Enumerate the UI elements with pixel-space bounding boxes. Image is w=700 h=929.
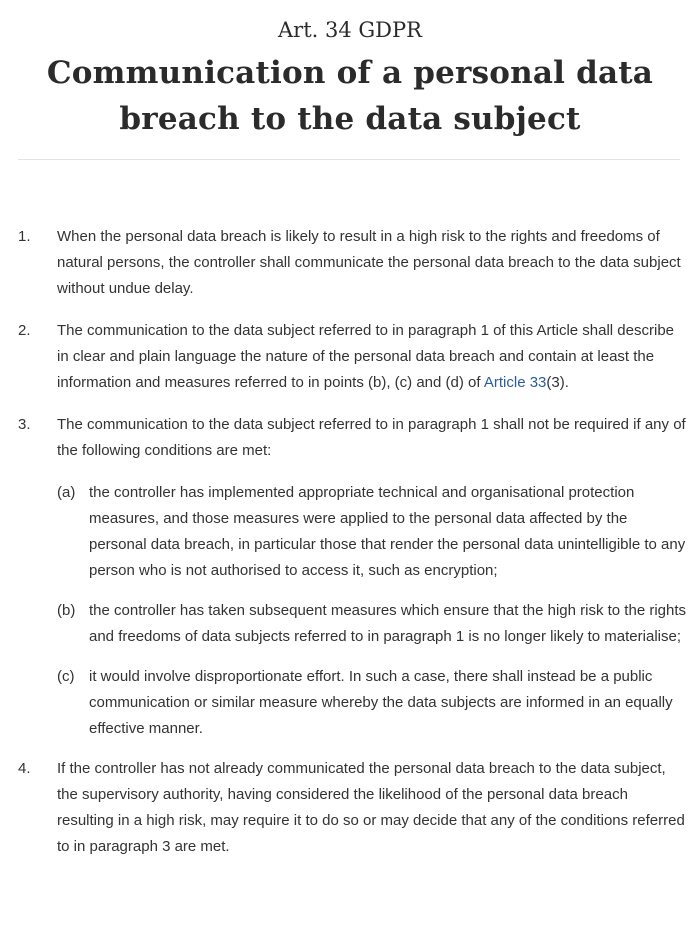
paragraph-1 — [0, 224, 700, 302]
paragraph-3 — [0, 412, 700, 464]
subpoint-letter: (a) — [57, 484, 76, 501]
paragraph-number: 1. — [18, 228, 31, 245]
article-33-link[interactable]: Article 33 — [483, 374, 547, 391]
paragraph-text: If the controller has not already communicated the personal data breach to the data subject, the supervisory authority, having considered the likelihood of the personal data breach resulting in a high risk, may require it to do so or may decide that any of the conditions referred to in paragraph 3 are met. — [57, 760, 685, 855]
paragraph-text-after-link: (3). — [546, 374, 569, 391]
article-title: Communication of a personal data breach to the data subject — [46, 55, 654, 137]
subpoint-text: the controller has implemented appropriate technical and organisational protection measures, and those measures were applied to the personal data affected by the personal data breach, in particular those that render the personal data unintelligible to any person who is not authorised to access it, such as encryption; — [89, 484, 686, 579]
paragraph-text — [57, 318, 686, 396]
paragraph-2 — [0, 318, 700, 396]
paragraph-text-before-link: The communication to the data subject referred to in paragraph 1 of this Article shall describe in clear and plain language the nature of the personal data breach and contain at least the information and measures referred to in points (b), (c) and (d) of — [57, 322, 674, 391]
subpoint-b — [0, 598, 700, 650]
paragraph-text: The communication to the data subject referred to in paragraph 1 shall not be required if any of the following conditions are met: — [57, 416, 686, 459]
paragraph-4 — [0, 756, 700, 860]
article-body — [0, 224, 700, 860]
header-divider — [18, 159, 680, 160]
subpoint-letter: (b) — [57, 602, 76, 619]
subpoint-text: it would involve disproportionate effort. In such a case, there shall instead be a public communication or similar measure whereby the data subjects are informed in an equally effective manner. — [89, 668, 673, 737]
paragraph-number: 3. — [18, 416, 31, 433]
paragraph-number: 4. — [18, 760, 31, 777]
subpoint-text: the controller has taken subsequent measures which ensure that the high risk to the rights and freedoms of data subjects referred to in paragraph 1 is no longer likely to materialise; — [89, 602, 687, 645]
paragraph-text: When the personal data breach is likely to result in a high risk to the rights and freedoms of natural persons, the controller shall communicate the personal data breach to the data subject without undue delay. — [57, 228, 681, 297]
paragraph-number: 2. — [18, 322, 31, 339]
subpoint-letter: (c) — [57, 668, 75, 685]
subpoint-a — [0, 480, 700, 584]
article-label: Art. 34 GDPR — [278, 18, 422, 42]
subpoint-c — [0, 664, 700, 742]
